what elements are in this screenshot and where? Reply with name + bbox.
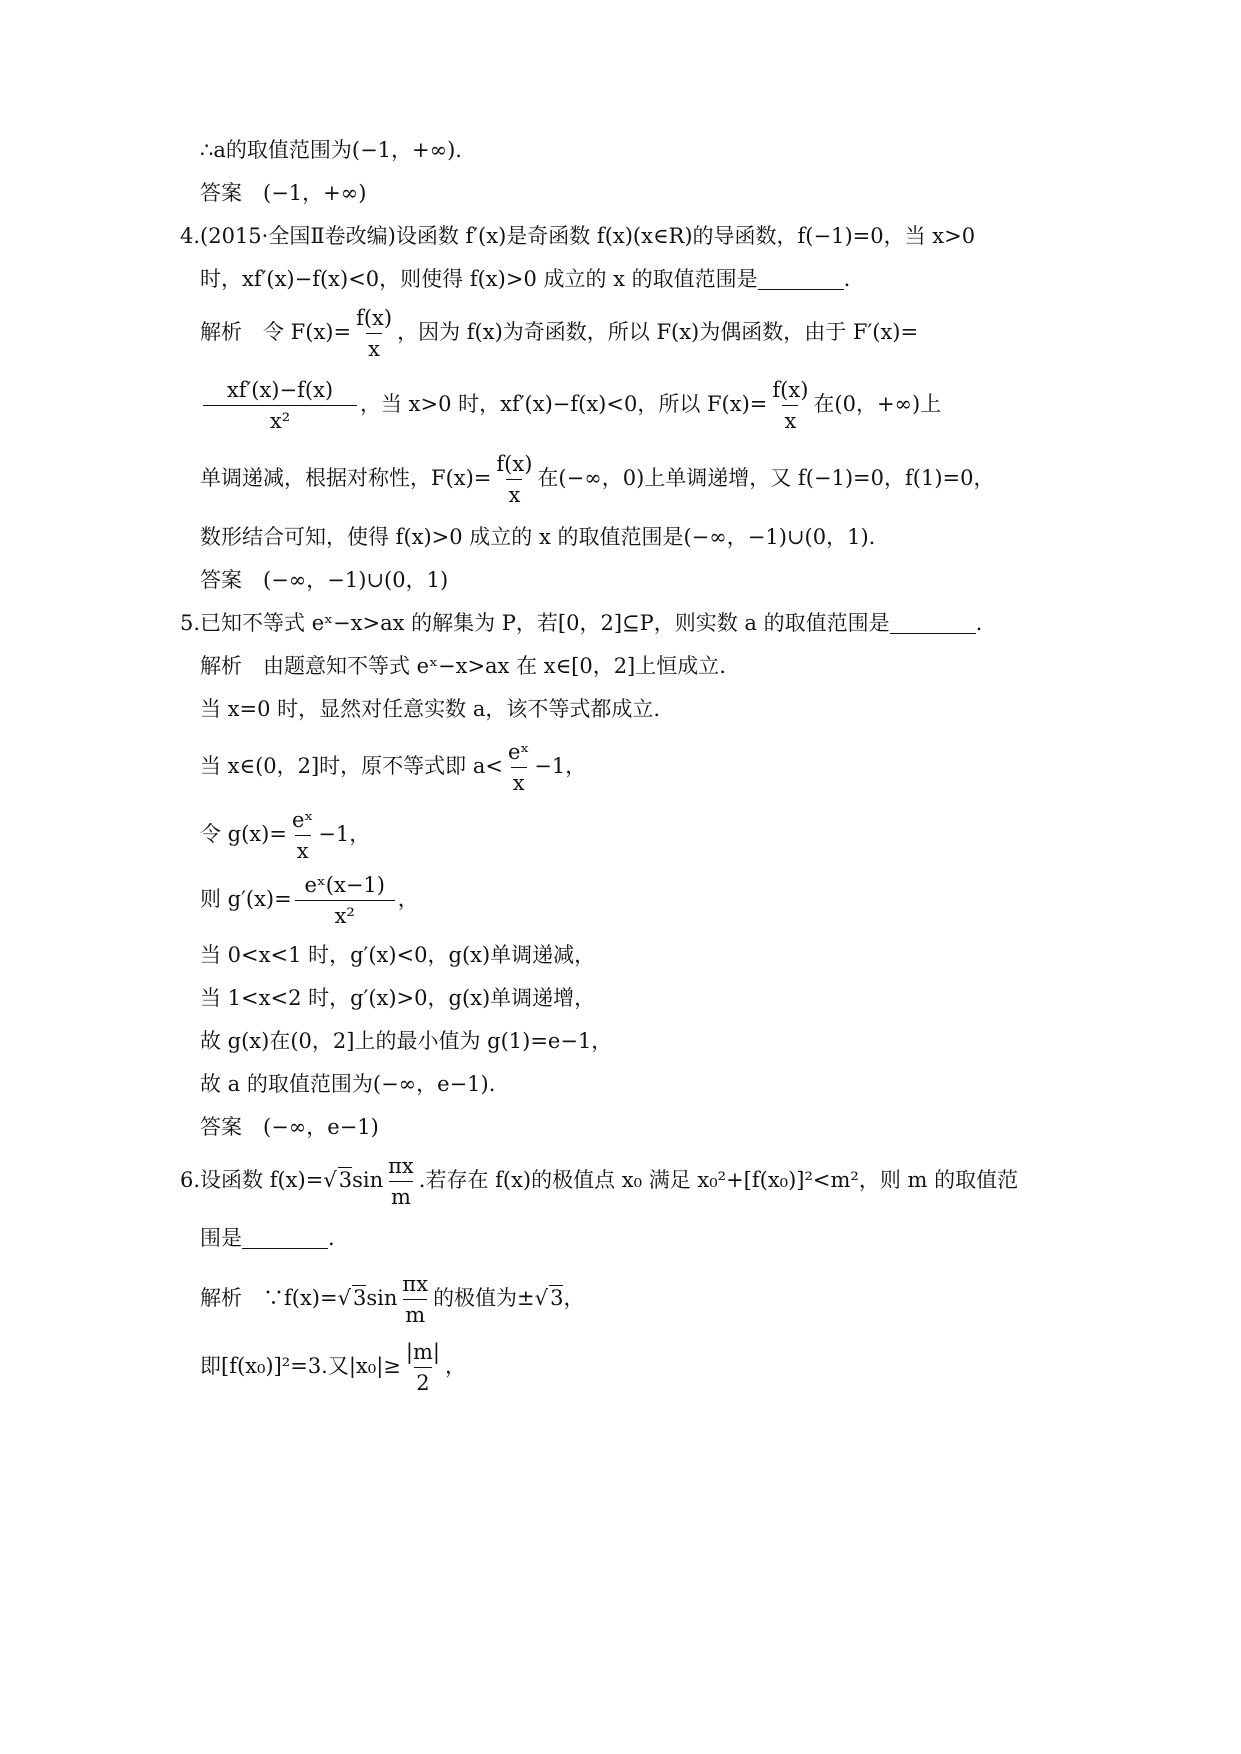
denominator: x — [366, 333, 382, 361]
text-line: 故 g(x)在(0，2]上的最小值为 g(1)=e−1， — [200, 1029, 613, 1053]
fraction — [400, 1272, 430, 1327]
question-6 — [180, 1154, 1018, 1209]
text-run: 解析 ∵f(x)= — [200, 1286, 338, 1310]
text-line — [200, 306, 918, 361]
text-line — [200, 452, 994, 507]
denominator: 2 — [414, 1367, 431, 1395]
text-run: 5.已知不等式 eˣ−x>ax 的解集为 P，若[0，2]⊆P，则实数 a 的取值范围是 — [180, 611, 890, 635]
text-run: . — [328, 1226, 335, 1250]
sin-label: sin — [366, 1286, 398, 1310]
text-run: ， — [444, 1354, 466, 1378]
text-run: .若存在 f(x)的极值点 x₀ 满足 x₀²+[f(x₀)]²<m²，则 m 的取值范 — [418, 1168, 1019, 1192]
text-run: ， — [563, 1286, 585, 1310]
text-run: −1， — [534, 754, 587, 778]
text-run: 即[f(x₀)]²=3.又|x₀|≥ — [200, 1354, 401, 1378]
text-run: 则 g′(x)= — [200, 887, 292, 911]
fraction — [295, 873, 395, 928]
text-run: ， — [397, 887, 419, 911]
sqrt-radicand: 3 — [338, 1168, 353, 1192]
text-run: . — [975, 611, 983, 635]
denominator: x² — [203, 405, 357, 433]
numerator: f(x) — [496, 452, 533, 476]
text-line — [200, 263, 850, 293]
denominator: x² — [295, 900, 395, 928]
text-run: 解析 令 F(x)= — [200, 320, 352, 344]
fraction — [203, 378, 357, 433]
text-run: 令 g(x)= — [200, 822, 287, 846]
numerator: f(x) — [356, 306, 393, 330]
sin-label: sin — [352, 1168, 384, 1192]
text-line — [200, 740, 586, 795]
text-line — [200, 1272, 584, 1327]
text-run: 在(0，+∞)上 — [813, 392, 942, 416]
text-run: 时，xf′(x)−f(x)<0，则使得 f(x)>0 成立的 x 的取值范围是 — [200, 267, 758, 291]
answer-blank — [242, 1227, 328, 1249]
text-line: 数形结合可知，使得 f(x)>0 成立的 x 的取值范围是(−∞，−1)∪(0，1). — [200, 525, 876, 549]
text-line: ∴a的取值范围为(−1，+∞). — [200, 138, 462, 162]
numerator: eˣ(x−1) — [304, 873, 385, 897]
text-run: 在(−∞，0)上单调递增，又 f(−1)=0，f(1)=0， — [537, 466, 995, 490]
text-line: 当 1<x<2 时，g′(x)>0，g(x)单调递增， — [200, 986, 596, 1010]
question-4: 4.(2015·全国Ⅱ卷改编)设函数 f′(x)是奇函数 f(x)(x∈R)的导函数，f(−1)=0，当 x>0 — [180, 224, 976, 248]
text-line: 解析 由题意知不等式 eˣ−x>ax 在 x∈[0，2]上恒成立. — [200, 654, 726, 678]
numerator: πx — [402, 1272, 429, 1296]
text-run: 围是 — [200, 1226, 242, 1250]
text-line — [200, 1222, 335, 1252]
text-line — [200, 873, 419, 928]
text-line — [200, 808, 370, 863]
text-run: −1， — [318, 822, 371, 846]
text-run: 6.设函数 f(x)= — [180, 1168, 324, 1192]
text-run: . — [843, 267, 851, 291]
fraction — [506, 740, 531, 795]
sqrt-radicand: 3 — [353, 1286, 367, 1310]
denominator: x — [782, 405, 798, 433]
fraction — [386, 1154, 416, 1209]
sqrt-symbol: √ — [323, 1168, 337, 1192]
question-5 — [180, 607, 982, 637]
denominator: x — [511, 767, 527, 795]
numerator: xf′(x)−f(x) — [226, 378, 334, 402]
text-line — [200, 1340, 466, 1395]
text-line: 当 x=0 时，显然对任意实数 a，该不等式都成立. — [200, 697, 661, 721]
sqrt-symbol: √ — [534, 1286, 549, 1310]
fraction — [404, 1340, 442, 1395]
answer-line: 答案 (−1，+∞) — [200, 181, 367, 205]
denominator: x — [295, 835, 311, 863]
answer-line: 答案 (−∞，e−1) — [200, 1115, 379, 1139]
numerator: πx — [388, 1154, 414, 1178]
numerator: f(x) — [772, 378, 809, 402]
numerator: |m| — [405, 1340, 440, 1364]
sqrt-symbol: √ — [337, 1286, 351, 1310]
text-line — [200, 378, 941, 433]
numerator: eˣ — [291, 808, 314, 832]
text-line: 故 a 的取值范围为(−∞，e−1). — [200, 1072, 496, 1096]
sqrt-radicand: 3 — [550, 1286, 564, 1310]
fraction — [354, 306, 394, 361]
denominator: m — [389, 1181, 413, 1209]
text-run: ，因为 f(x)为奇函数，所以 F(x)为偶函数，由于 F′(x)= — [397, 320, 919, 344]
fraction — [290, 808, 315, 863]
text-run: 的极值为± — [433, 1286, 535, 1310]
text-run: ，当 x>0 时，xf′(x)−f(x)<0，所以 F(x)= — [360, 392, 768, 416]
text-run: 当 x∈(0，2]时，原不等式即 a< — [200, 754, 503, 778]
answer-blank — [890, 612, 976, 634]
fraction — [770, 378, 810, 433]
answer-blank — [758, 268, 844, 290]
denominator: m — [403, 1299, 427, 1327]
fraction — [494, 452, 534, 507]
denominator: x — [506, 479, 522, 507]
answer-line: 答案 (−∞，−1)∪(0，1) — [200, 568, 449, 592]
text-run: 单调递减，根据对称性，F(x)= — [200, 466, 492, 490]
numerator: eˣ — [507, 740, 530, 764]
text-line: 当 0<x<1 时，g′(x)<0，g(x)单调递减， — [200, 943, 596, 967]
